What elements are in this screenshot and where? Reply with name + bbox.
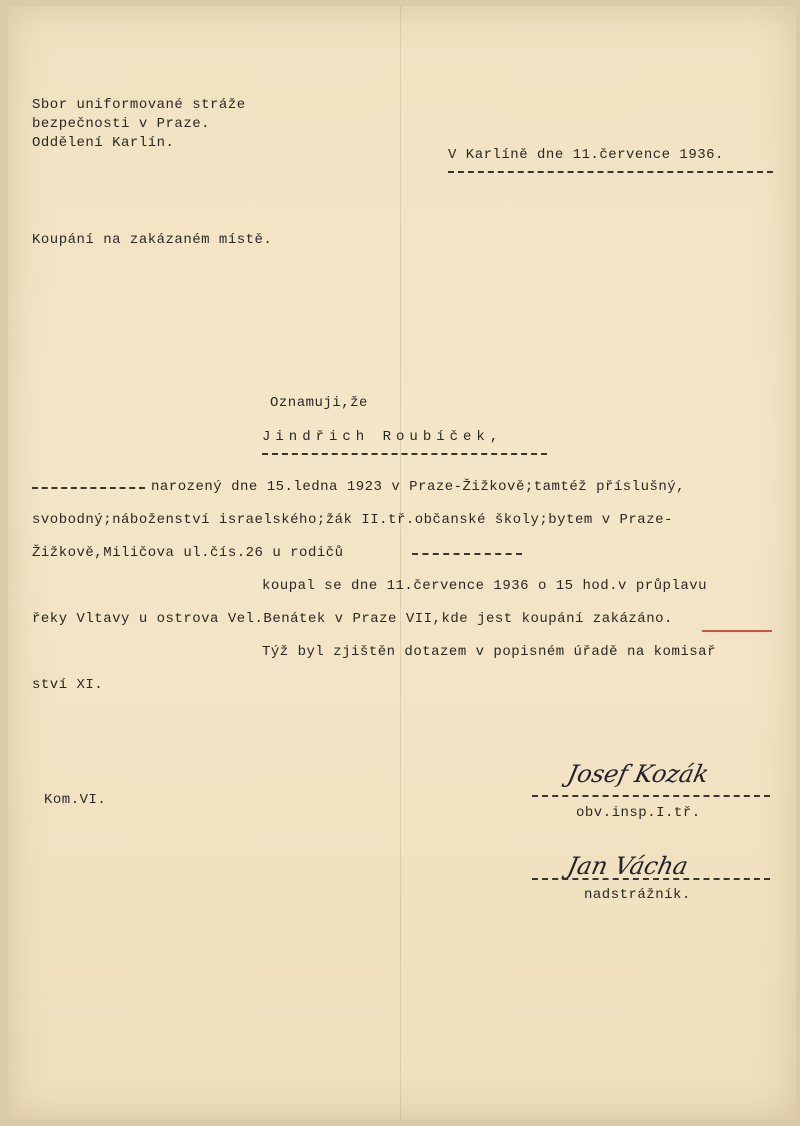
line3-trail-dash [412,553,522,555]
red-underline-zakazano [702,630,772,632]
name-underline [262,453,547,455]
paper-fold [400,6,401,1120]
office-line-1: Sbor uniformované stráže [32,97,246,113]
signer-2-title: nadstrážník. [584,887,691,903]
signature-1-line [532,795,770,797]
kom-reference: Kom.VI. [44,792,107,808]
office-line-2: bezpečnosti v Praze. [32,116,211,132]
signature-1: Josef Kozák [565,760,712,788]
office-line-3: Oddělení Karlín. [32,135,175,151]
paper-sheet [8,6,796,1120]
signer-1-title: obv.insp.I.tř. [576,805,701,821]
body-line-2: svobodný;náboženství israelského;žák II.tř.občanské školy;bytem v Praze- [32,512,673,528]
date-underline [448,171,773,173]
body-line-5: řeky Vltavy u ostrova Vel.Benátek v Praze VII,kde jest koupání zakázáno. [32,611,673,627]
signature-2-line [532,878,770,880]
body-line-6: Týž byl zjištěn dotazem v popisném úřadě na komisař [262,644,716,660]
place-date: V Karlíně dne 11.července 1936. [448,147,724,163]
body-line-1: narozený dne 15.ledna 1923 v Praze-Žižkově;tamtéž příslušný, [151,479,686,495]
body-line-7: ství XI. [32,677,104,693]
person-name: Jindřich Roubíček, [262,429,504,445]
line1-lead-dash [32,487,145,489]
subject-line: Koupání na zakázaném místě. [32,232,273,248]
body-line-4: koupal se dne 11.července 1936 o 15 hod.v průplavu [262,578,708,594]
intro-text: Oznamuji,že [270,395,368,411]
signature-2: Jan Vácha [565,852,691,880]
body-line-3: Žižkově,Miličova ul.čís.26 u rodičů [32,545,344,561]
